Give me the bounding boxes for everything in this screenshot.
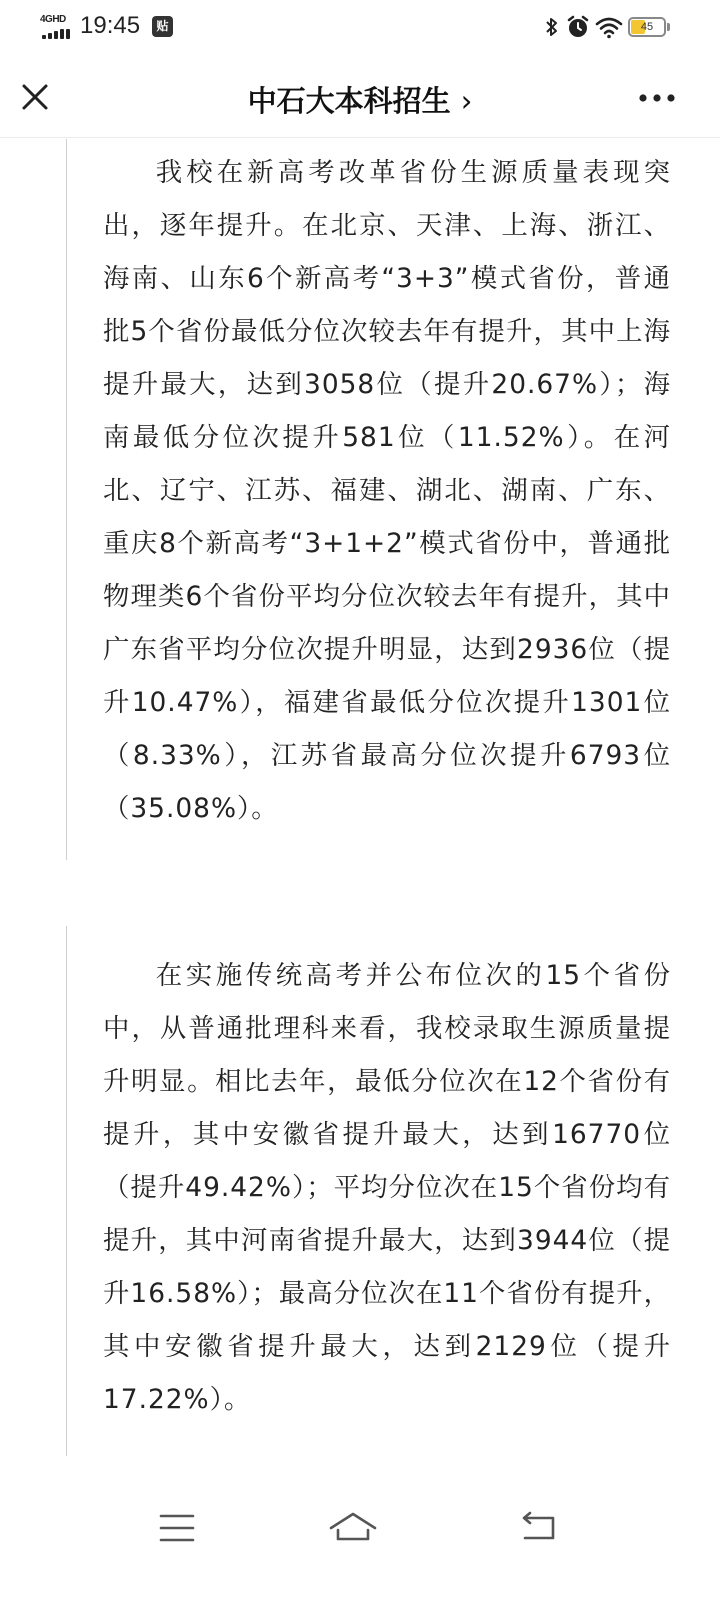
chevron-right-icon: › <box>460 84 473 118</box>
quote-block <box>66 926 671 1456</box>
back-icon <box>507 1508 571 1548</box>
quote-block <box>66 139 671 860</box>
page-title: 中石大本科招生 <box>247 84 451 118</box>
battery-cap <box>667 23 670 31</box>
notification-badge-icon: 贴 <box>152 16 173 37</box>
network-indicator <box>40 14 74 40</box>
system-nav-bar <box>0 1494 720 1600</box>
alarm-icon <box>566 14 590 40</box>
status-bar <box>0 0 720 58</box>
article-paragraph: 在实施传统高考并公布位次的15个省份中，从普通批理科来看，我校录取生源质量提升明显。相比去年，最低分位次在12个省份有提升，其中安徽省提升最大，达到16770位（提升49.42%）；平均分位次在15个省份均有提升，其中河南省提升最大，达到3944位（提升16.58%）；最高分位次在11个省份有提升，其中安徽省提升最大，达到2129位（提升17.22%）。 <box>103 960 671 1415</box>
home-button[interactable] <box>321 1508 385 1548</box>
menu-icon <box>145 1508 209 1548</box>
signal-icon <box>42 29 72 39</box>
page-title-link[interactable] <box>0 79 720 120</box>
battery-icon <box>628 17 666 37</box>
wifi-icon <box>595 15 623 39</box>
bluetooth-icon <box>544 15 560 39</box>
home-icon <box>321 1508 385 1548</box>
app-header <box>0 58 720 138</box>
back-button[interactable] <box>507 1508 571 1548</box>
more-icon <box>634 78 680 118</box>
network-type-label: 4GHD <box>40 14 66 25</box>
more-button[interactable] <box>634 78 680 118</box>
article-paragraph: 我校在新高考改革省份生源质量表现突出，逐年提升。在北京、天津、上海、浙江、海南、山东6个新高考“3+3”模式省份，普通批5个省份最低分位次较去年有提升，其中上海提升最大，达到3058位（提升20.67%）；海南最低分位次提升581位（11.52%）。在河北、辽宁、江苏、福建、湖北、湖南、广东、重庆8个新高考“3+1+2”模式省份中，普通批物理类6个省份平均分位次较去年有提升，其中广东省平均分位次提升明显，达到2936位（提升10.47%），福建省最低分位次提升1301位（8.33%），江苏省最高分位次提升6793位（35.08%）。 <box>103 157 671 824</box>
article-content[interactable] <box>0 139 720 1494</box>
menu-button[interactable] <box>145 1508 209 1548</box>
status-time: 19:45 <box>80 12 141 39</box>
battery-level: 45 <box>640 21 654 33</box>
